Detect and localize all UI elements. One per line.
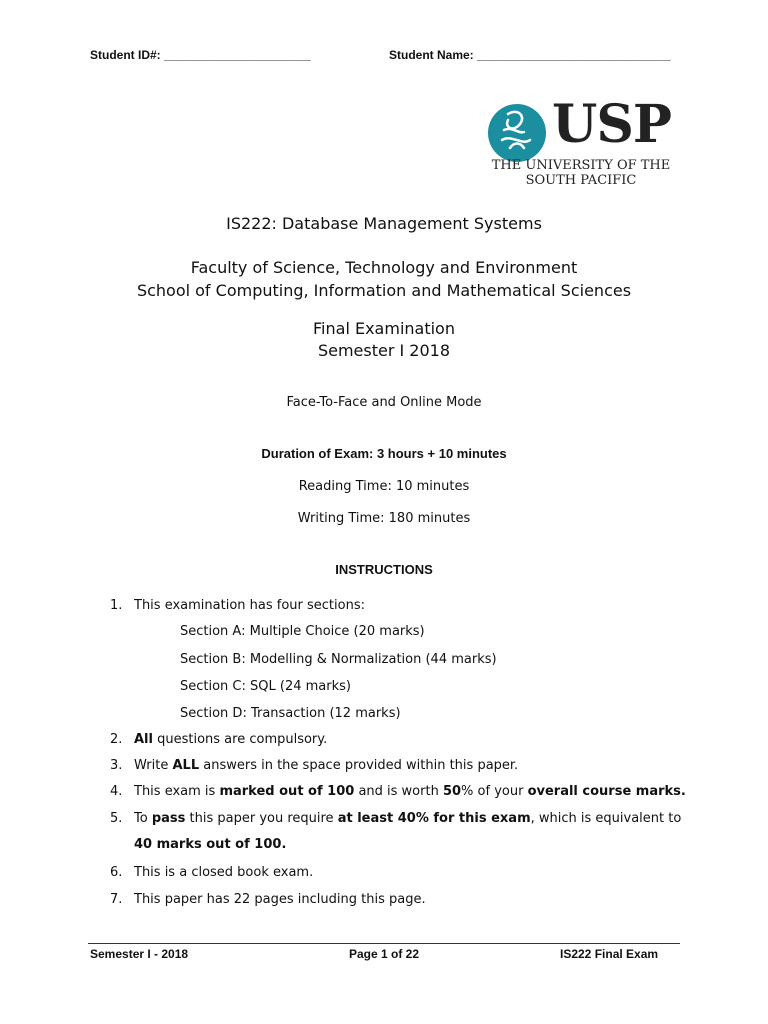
section-c: Section C: SQL (24 marks) [180, 679, 351, 694]
logo-acronym: USP [552, 94, 672, 155]
instruction-item-5: 5. To pass this paper you require at least 40% for this exam, which is equivalent to [110, 811, 682, 826]
school-name: School of Computing, Information and Mathematical Sciences [136, 281, 632, 300]
instruction-item-2: 2. All questions are compulsory. [110, 732, 328, 747]
student-name-field [389, 48, 671, 62]
faculty-name: Faculty of Science, Technology and Environment [190, 258, 578, 277]
usp-logo [486, 94, 676, 192]
section-b: Section B: Modelling & Normalization (44 marks) [180, 652, 497, 667]
semester-title: Semester I 2018 [317, 341, 451, 360]
instruction-item-1: 1. This examination has four sections: [110, 598, 365, 613]
instructions-heading: INSTRUCTIONS [335, 562, 433, 577]
student-id-label: Student ID#: [90, 48, 161, 62]
instruction-item-5-continued: 40 marks out of 100. [134, 837, 287, 852]
logo-line2: SOUTH PACIFIC [525, 173, 637, 188]
student-name-blank: _____________________________ [477, 48, 671, 62]
writing-time: Writing Time: 180 minutes [297, 511, 471, 526]
instruction-item-4: 4. This exam is marked out of 100 and is worth 50% of your overall course marks. [110, 784, 686, 799]
exam-duration: Duration of Exam: 3 hours + 10 minutes [261, 446, 507, 461]
exam-title: Final Examination [313, 319, 455, 338]
footer-semester: Semester I - 2018 [90, 947, 189, 961]
student-id-blank: ______________________ [164, 48, 311, 62]
student-id-field [90, 48, 311, 62]
footer-page-number: Page 1 of 22 [348, 947, 420, 961]
instruction-item-6: 6. This is a closed book exam. [110, 865, 314, 880]
footer-divider [88, 943, 680, 944]
instruction-item-7: 7. This paper has 22 pages including this page. [110, 892, 426, 907]
instruction-item-3: 3. Write ALL answers in the space provided within this paper. [110, 758, 519, 773]
course-title: IS222: Database Management Systems [226, 214, 542, 233]
section-d: Section D: Transaction (12 marks) [180, 706, 401, 721]
exam-mode: Face-To-Face and Online Mode [286, 395, 482, 410]
footer-exam-name: IS222 Final Exam [560, 947, 659, 961]
logo-line1: THE UNIVERSITY OF THE [491, 158, 671, 173]
section-a: Section A: Multiple Choice (20 marks) [180, 624, 425, 639]
student-name-label: Student Name: [389, 48, 474, 62]
reading-time: Reading Time: 10 minutes [298, 479, 470, 494]
